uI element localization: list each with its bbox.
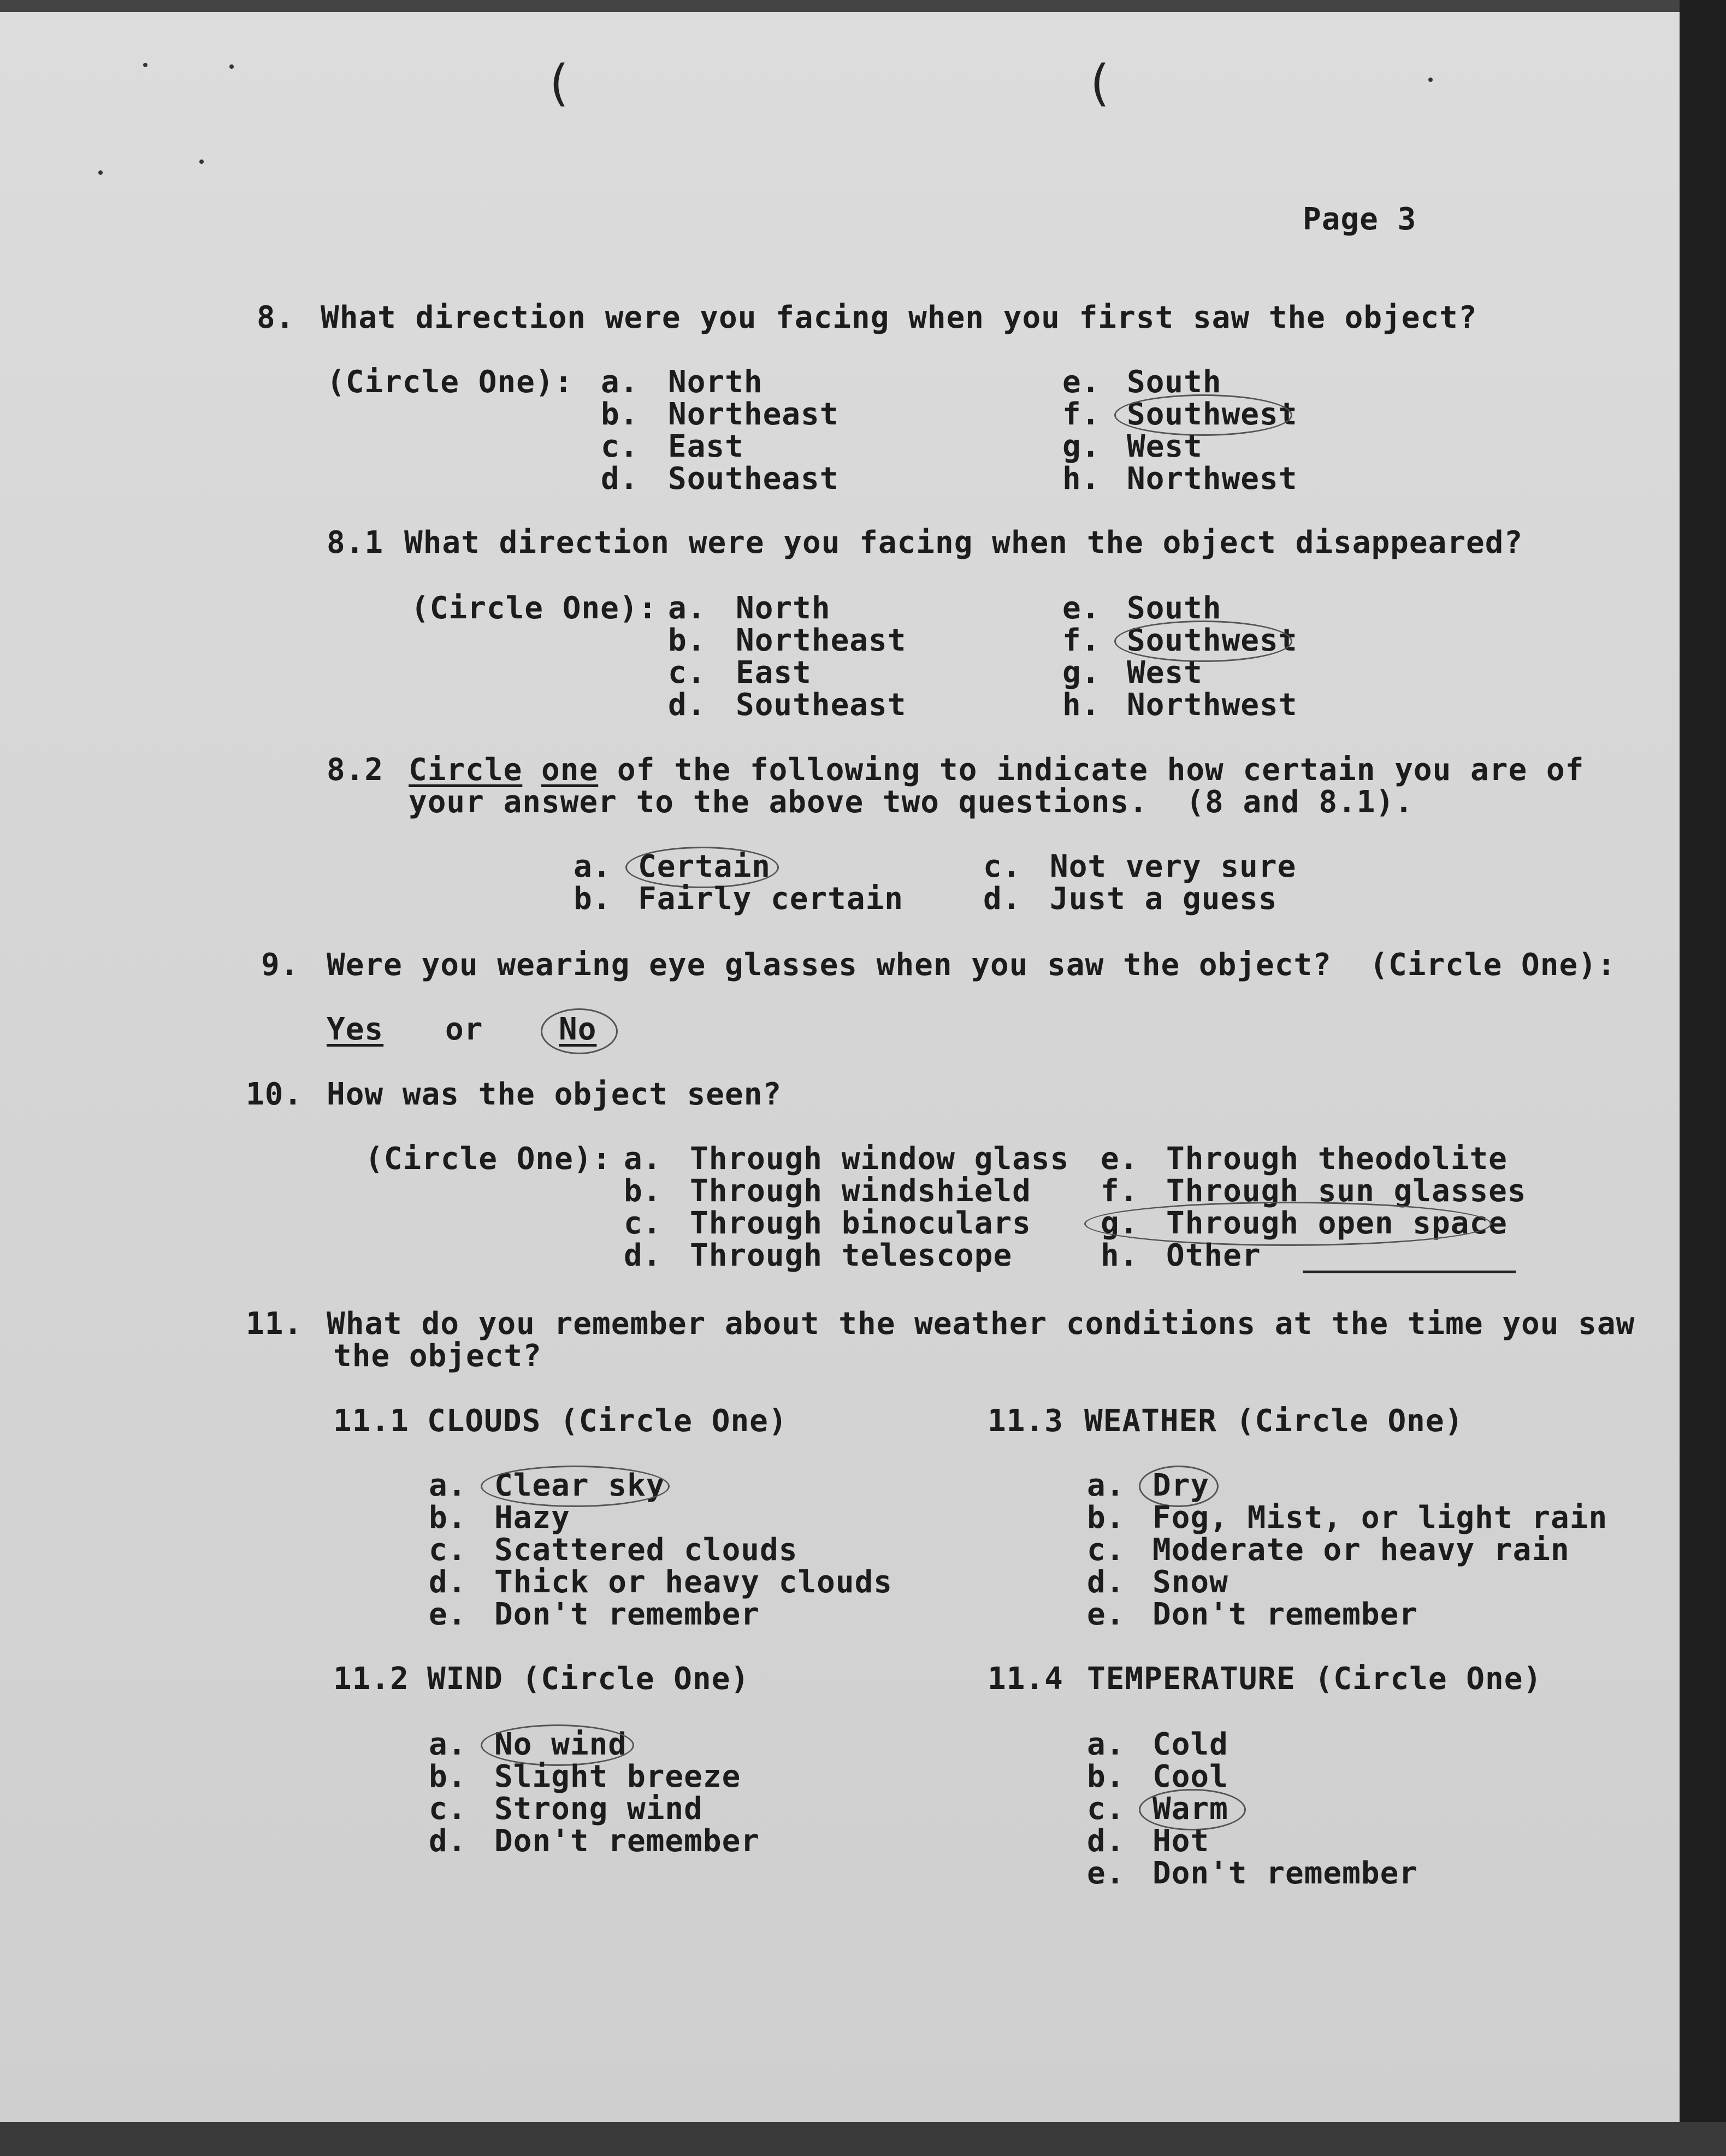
page-number: Page 3 (1303, 202, 1417, 237)
option-label[interactable]: Don't remember (494, 1823, 760, 1859)
q11-number: 11. (246, 1306, 303, 1342)
q11-2-number: 11.2 (333, 1661, 409, 1697)
option-letter: d. (624, 1238, 662, 1273)
option-letter: b. (668, 623, 706, 658)
option-label[interactable]: North (736, 590, 831, 626)
option-label[interactable]: Northeast (736, 623, 907, 658)
q8-1-circle-one: (Circle One): (411, 590, 658, 626)
option-label[interactable]: Warm (1152, 1791, 1228, 1827)
option-letter: c. (983, 849, 1021, 884)
option-letter: c. (624, 1206, 662, 1241)
option-letter: e. (429, 1597, 467, 1632)
paren-mark: ( (543, 55, 574, 112)
no-option[interactable]: No (559, 1012, 597, 1047)
option-letter: b. (429, 1759, 467, 1794)
circle-word: Circle (409, 752, 523, 788)
q10-circle-one: (Circle One): (365, 1141, 612, 1177)
option-letter: b. (624, 1173, 662, 1209)
option-letter: a. (668, 590, 706, 626)
option-letter: e. (1087, 1856, 1125, 1891)
option-letter: h. (1062, 687, 1101, 723)
option-letter: c. (1087, 1791, 1125, 1827)
option-letter: f. (1062, 623, 1101, 658)
q11-1-number: 11.1 (333, 1403, 409, 1439)
option-letter: a. (1087, 1468, 1125, 1503)
q8-2-line1-rest: of the following to indicate how certain you are of (617, 752, 1585, 788)
q11-3-title: WEATHER (Circle One) (1084, 1403, 1464, 1439)
option-label[interactable]: Fog, Mist, or light rain (1152, 1500, 1608, 1535)
speck (229, 64, 234, 69)
option-label[interactable]: Strong wind (494, 1791, 703, 1827)
q8-1-number: 8.1 (327, 525, 384, 560)
option-label[interactable]: Through window glass (690, 1141, 1069, 1177)
option-label[interactable]: Certain (638, 849, 771, 884)
option-letter: b. (429, 1500, 467, 1535)
option-label[interactable]: Scattered clouds (494, 1532, 798, 1568)
option-letter: e. (1062, 590, 1101, 626)
option-letter: c. (1087, 1532, 1125, 1568)
q10-text: How was the object seen? (327, 1077, 782, 1112)
yes-option[interactable]: Yes (327, 1012, 384, 1047)
option-label[interactable]: Hot (1152, 1823, 1210, 1859)
option-letter: c. (429, 1791, 467, 1827)
speck (1428, 78, 1433, 82)
option-letter: d. (429, 1564, 467, 1600)
q11-4-title: TEMPERATURE (Circle One) (1087, 1661, 1542, 1697)
option-letter: d. (668, 687, 706, 723)
q11-4-number: 11.4 (988, 1661, 1063, 1697)
q8-number: 8. (257, 300, 295, 335)
q8-2-line1 (409, 753, 1584, 788)
option-label[interactable]: Snow (1152, 1564, 1228, 1600)
option-label[interactable]: East (668, 429, 744, 464)
option-label[interactable]: Don't remember (1152, 1856, 1418, 1891)
option-letter: c. (601, 429, 639, 464)
option-letter: g. (1062, 655, 1101, 690)
option-letter: d. (983, 881, 1021, 917)
option-label[interactable]: Don't remember (494, 1597, 760, 1632)
option-label[interactable]: Southwest (1127, 397, 1298, 432)
option-label[interactable]: Thick or heavy clouds (494, 1564, 893, 1600)
option-label[interactable]: Slight breeze (494, 1759, 741, 1794)
option-letter: b. (574, 881, 612, 917)
q8-1-text: What direction were you facing when the object disappeared? (404, 525, 1523, 560)
option-label[interactable]: Moderate or heavy rain (1152, 1532, 1570, 1568)
q8-circle-one: (Circle One): (327, 364, 574, 400)
option-label[interactable]: Other (1166, 1238, 1261, 1273)
option-label[interactable]: Hazy (494, 1500, 570, 1535)
option-label[interactable]: Cold (1152, 1727, 1228, 1762)
option-letter: h. (1101, 1238, 1139, 1273)
option-letter: d. (1087, 1823, 1125, 1859)
option-letter: g. (1062, 429, 1101, 464)
option-letter: d. (429, 1823, 467, 1859)
q9-text: Were you wearing eye glasses when you saw the object? (Circle One): (327, 947, 1616, 983)
scan-right-edge (1680, 0, 1726, 2156)
option-label[interactable]: Southwest (1127, 623, 1298, 658)
option-letter: f. (1062, 397, 1101, 432)
q9-number: 9. (261, 947, 299, 983)
option-letter: e. (1062, 364, 1101, 400)
q8-2-line2: your answer to the above two questions. (8 and 8.1). (409, 784, 1414, 820)
option-label[interactable]: Clear sky (494, 1468, 665, 1503)
option-label[interactable]: Through telescope (690, 1238, 1013, 1273)
q10-number: 10. (246, 1077, 303, 1112)
option-label[interactable]: Don't remember (1152, 1597, 1418, 1632)
option-label[interactable]: Through theodolite (1166, 1141, 1508, 1177)
option-label[interactable]: Through sun glasses (1166, 1173, 1527, 1209)
speck (199, 160, 204, 164)
q8-2-number: 8.2 (327, 752, 384, 788)
q11-2-title: WIND (Circle One) (427, 1661, 750, 1697)
option-label[interactable]: Southeast (668, 461, 839, 497)
option-letter: a. (429, 1727, 467, 1762)
option-label[interactable]: South (1127, 590, 1222, 626)
q11-3-number: 11.3 (988, 1403, 1063, 1439)
speck (98, 170, 103, 175)
option-letter: a. (429, 1468, 467, 1503)
option-label[interactable]: Through open space (1166, 1206, 1508, 1241)
option-label[interactable]: Northeast (668, 397, 839, 432)
option-label[interactable]: Southeast (736, 687, 907, 723)
option-letter: h. (1062, 461, 1101, 497)
option-label[interactable]: No wind (494, 1727, 628, 1762)
option-letter: a. (601, 364, 639, 400)
q11-line2: the object? (333, 1338, 542, 1374)
option-letter: c. (668, 655, 706, 690)
scan-top-edge (0, 0, 1726, 12)
other-blank-line[interactable] (1303, 1237, 1516, 1273)
option-label[interactable]: South (1127, 364, 1222, 400)
q11-line1: What do you remember about the weather conditions at the time you saw (327, 1306, 1635, 1342)
one-word: one (541, 752, 599, 788)
option-label[interactable]: Not very sure (1050, 849, 1297, 884)
q8-text: What direction were you facing when you first saw the object? (321, 300, 1477, 335)
option-label[interactable]: North (668, 364, 763, 400)
option-letter: b. (1087, 1759, 1125, 1794)
option-label[interactable]: Cool (1152, 1759, 1228, 1794)
option-label[interactable]: Through windshield (690, 1173, 1031, 1209)
speck (143, 63, 147, 67)
option-label[interactable]: Fairly certain (638, 881, 904, 917)
option-label[interactable]: Just a guess (1050, 881, 1278, 917)
option-letter: b. (601, 397, 639, 432)
selection-circle (541, 1008, 618, 1054)
scan-bottom-edge (0, 2122, 1726, 2156)
option-label[interactable]: West (1127, 429, 1203, 464)
option-letter: d. (601, 461, 639, 497)
q11-1-title: CLOUDS (Circle One) (427, 1403, 788, 1439)
option-label[interactable]: Northwest (1127, 687, 1298, 723)
option-letter: e. (1101, 1141, 1139, 1177)
option-letter: f. (1101, 1173, 1139, 1209)
option-letter: e. (1087, 1597, 1125, 1632)
option-label[interactable]: Northwest (1127, 461, 1298, 497)
option-label[interactable]: East (736, 655, 812, 690)
option-letter: a. (624, 1141, 662, 1177)
or-text: or (445, 1012, 483, 1047)
option-letter: b. (1087, 1500, 1125, 1535)
option-letter: g. (1101, 1206, 1139, 1241)
option-label[interactable]: Dry (1152, 1468, 1210, 1503)
option-letter: a. (574, 849, 612, 884)
option-label[interactable]: West (1127, 655, 1203, 690)
option-letter: a. (1087, 1727, 1125, 1762)
option-letter: c. (429, 1532, 467, 1568)
paren-mark: ( (1084, 55, 1114, 112)
option-letter: d. (1087, 1564, 1125, 1600)
option-label[interactable]: Through binoculars (690, 1206, 1031, 1241)
